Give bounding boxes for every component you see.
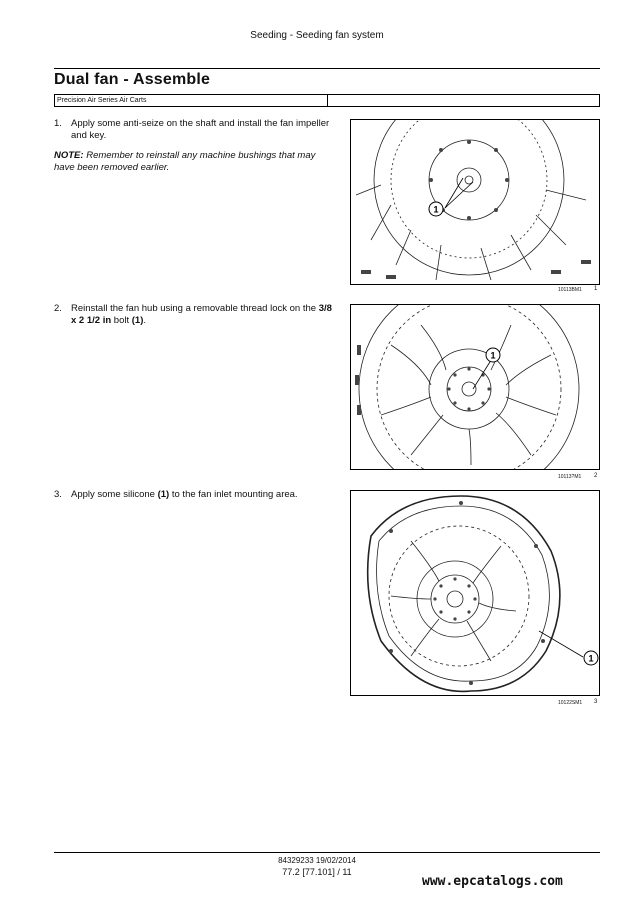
callout-label: 1	[588, 653, 594, 664]
step-number: 3.	[54, 489, 62, 500]
subtitle-bar-left: Precision Air Series Air Carts	[57, 97, 147, 104]
section-header: Seeding - Seeding fan system	[250, 30, 384, 41]
step-text: Reinstall the fan hub using a removable thread lock on the 3/8 x 2 1/2 in bolt (1).	[71, 303, 332, 326]
step-1-note	[54, 150, 334, 174]
step-3	[54, 489, 334, 501]
step-2	[54, 303, 334, 327]
note-text: Remember to reinstall any machine bushings that may have been removed earlier.	[54, 150, 316, 173]
step-number: 2.	[54, 303, 62, 314]
callout-label: 1	[490, 350, 496, 361]
watermark-url[interactable]: www.epcatalogs.com	[422, 874, 563, 889]
note-label: NOTE:	[54, 150, 84, 161]
footer-doc-id: 84329233 19/02/2014	[278, 856, 356, 865]
page-title: Dual fan - Assemble	[54, 71, 211, 88]
subtitle-bar	[54, 94, 600, 107]
subtitle-bar-divider	[327, 95, 328, 106]
figure-2-code: 10113?M1	[558, 474, 582, 480]
figure-1-code: 10113BM1	[558, 287, 582, 293]
figure-1-number: 1	[594, 286, 598, 292]
step-1	[54, 118, 334, 142]
step-text: Apply some anti-seize on the shaft and install the fan impeller and key.	[71, 118, 330, 141]
figure-1	[350, 119, 600, 285]
callout-label: 1	[433, 204, 439, 215]
figure-3	[350, 490, 600, 696]
step-number: 1.	[54, 118, 62, 129]
footer-page-number: 77.2 [77.101] / 11	[282, 867, 352, 877]
figure-3-number: 3	[594, 699, 598, 705]
figure-2-number: 2	[594, 473, 598, 479]
footer-rule	[54, 852, 600, 853]
figure-3-code: 10122SM1	[558, 700, 583, 706]
figure-2	[350, 304, 600, 470]
step-text: Apply some silicone (1) to the fan inlet mounting area.	[71, 489, 298, 500]
title-rule	[54, 68, 600, 69]
